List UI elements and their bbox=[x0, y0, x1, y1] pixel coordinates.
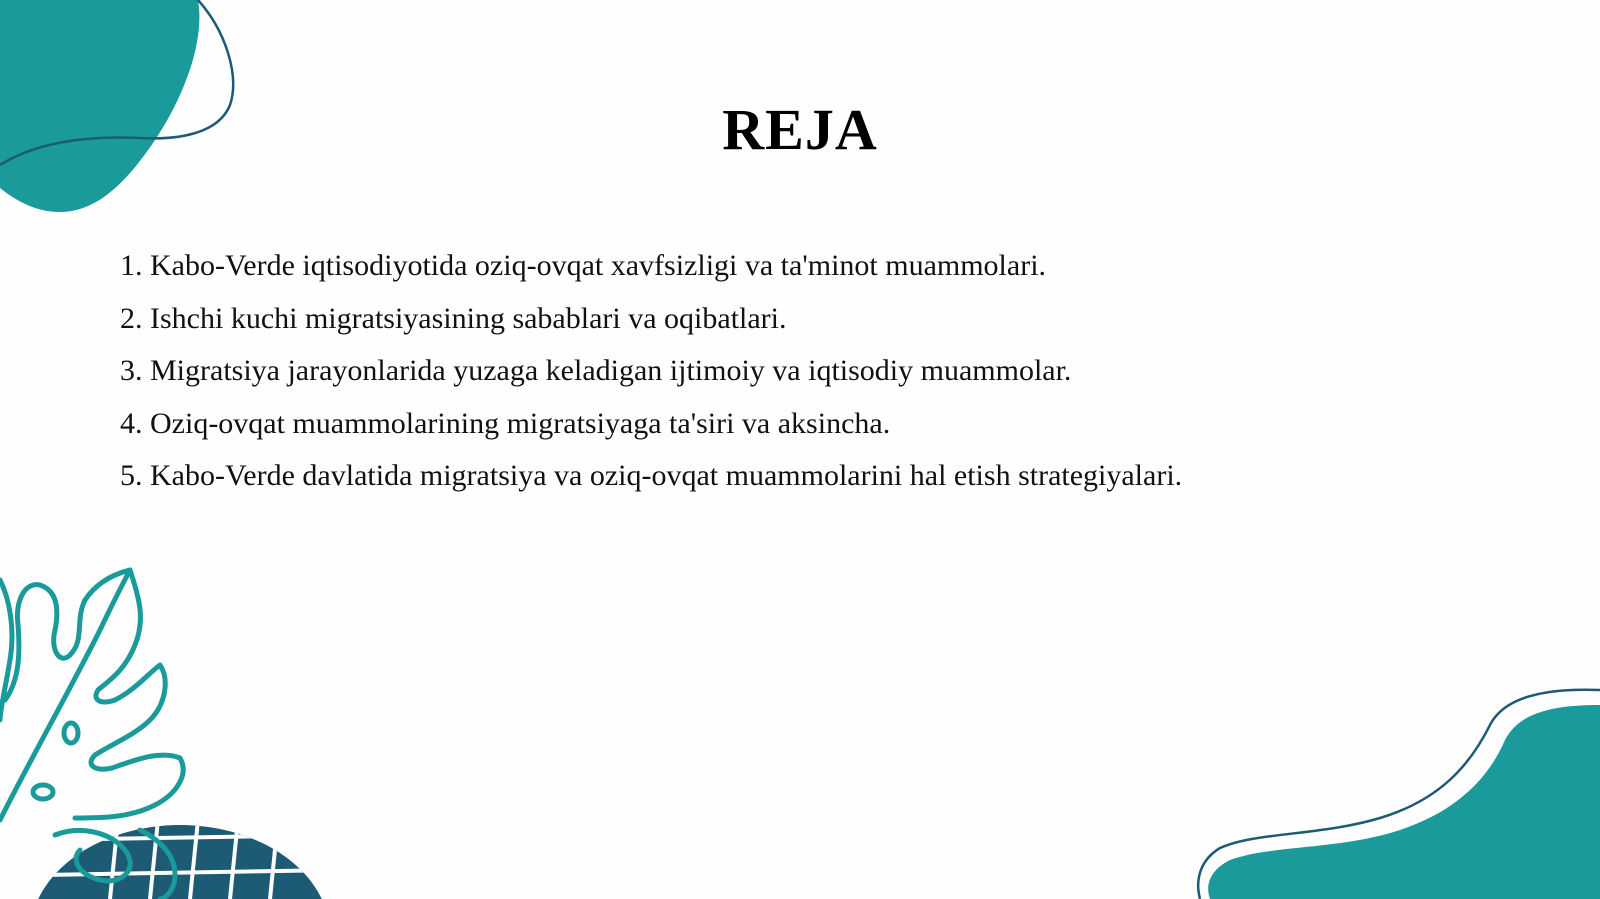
slide-title: REJA bbox=[722, 97, 878, 162]
agenda-item: 3. Migratsiya jarayonlarida yuzaga keladigan ijtimoiy va iqtisodiy muammolar. bbox=[120, 354, 1072, 387]
agenda-item: 5. Kabo-Verde davlatida migratsiya va oziq-ovqat muammolarini hal etish strategiyalari. bbox=[120, 459, 1183, 492]
agenda-list bbox=[120, 240, 1500, 503]
agenda-item: 4. Oziq-ovqat muammolarining migratsiyaga ta'siri va aksincha. bbox=[120, 406, 891, 440]
teal-wave-bottom-right bbox=[1208, 705, 1600, 899]
agenda-item: 2. Ishchi kuchi migratsiyasining sabablari va oqibatlari. bbox=[120, 301, 787, 335]
grid-circle-bottom-left bbox=[20, 800, 350, 899]
agenda-item: 1. Kabo-Verde iqtisodiyotida oziq-ovqat xavfsizligi va ta'minot muammolari. bbox=[120, 249, 1047, 282]
